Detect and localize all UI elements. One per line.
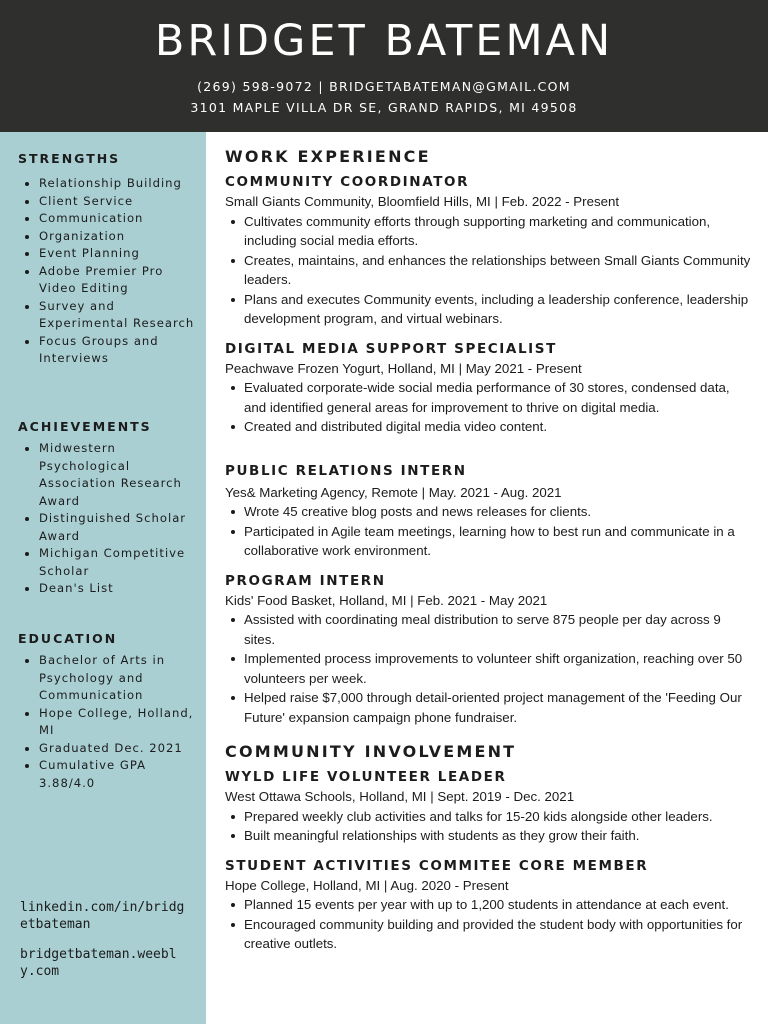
list-item: Organization: [21, 228, 203, 246]
job-entry: [225, 339, 755, 437]
role-bullets: [225, 895, 755, 954]
list-item: Communication: [21, 210, 203, 228]
job-meta: Peachwave Frozen Yogurt, Holland, MI | May 2021 - Present: [225, 360, 582, 376]
main-content: [225, 146, 755, 954]
role-title: WYLD LIFE VOLUNTEER LEADER: [225, 769, 507, 785]
community-involvement-heading: COMMUNITY INVOLVEMENT: [225, 742, 517, 761]
education-list: [21, 652, 203, 792]
job-title: PUBLIC RELATIONS INTERN: [225, 462, 467, 479]
list-item: Cumulative GPA 3.88/4.0: [21, 757, 203, 792]
list-item: Adobe Premier Pro Video Editing: [21, 263, 203, 298]
job-meta: Kids' Food Basket, Holland, MI | Feb. 2021 - May 2021: [225, 592, 548, 608]
header-banner: [0, 0, 768, 132]
job-meta: Yes& Marketing Agency, Remote | May. 2021 - Aug. 2021: [225, 484, 562, 500]
list-item: Midwestern Psychological Association Research Award: [21, 440, 203, 510]
list-item: Client Service: [21, 193, 203, 211]
candidate-name: BRIDGET BATEMAN: [154, 16, 614, 66]
list-item: Built meaningful relationships with students as they grow their faith.: [225, 826, 755, 846]
list-item: Participated in Agile team meetings, learning how to best run and communicate in a collaborative work environment.: [225, 522, 755, 561]
role-title: STUDENT ACTIVITIES COMMITEE CORE MEMBER: [225, 857, 649, 874]
job-meta: Small Giants Community, Bloomfield Hills, MI | Feb. 2022 - Present: [225, 194, 620, 209]
list-item: Plans and executes Community events, including a leadership conference, leadership development program, and virtual webinars.: [225, 290, 755, 329]
role-bullets: [225, 807, 755, 846]
job-bullets: [225, 378, 755, 437]
role-entry: [225, 767, 755, 846]
achievements-heading: ACHIEVEMENTS: [18, 419, 152, 434]
website-link[interactable]: bridgetbateman.weebly.com: [20, 947, 177, 979]
contact-phone-email: (269) 598-9072 | BRIDGETABATEMAN@GMAIL.COM: [197, 79, 571, 94]
list-item: Dean's List: [21, 580, 203, 598]
role-meta: Hope College, Holland, MI | Aug. 2020 - Present: [225, 877, 509, 893]
list-item: Event Planning: [21, 245, 203, 263]
job-title: PROGRAM INTERN: [225, 572, 386, 589]
list-item: Michigan Competitive Scholar: [21, 545, 203, 580]
achievements-list: [21, 440, 203, 598]
job-bullets: [225, 502, 755, 561]
job-entry: [225, 461, 755, 561]
work-experience-heading: WORK EXPERIENCE: [225, 147, 431, 166]
list-item: Evaluated corporate-wide social media performance of 30 stores, condensed data, and identified general areas for improvement to thrive on digital media.: [225, 378, 755, 417]
job-bullets: [225, 610, 755, 727]
list-item: Assisted with coordinating meal distribution to serve 875 people per day across 9 sites.: [225, 610, 755, 649]
list-item: Hope College, Holland, MI: [21, 705, 203, 740]
role-entry: [225, 856, 755, 954]
list-item: Graduated Dec. 2021: [21, 740, 203, 758]
list-item: Planned 15 events per year with up to 1,200 students in attendance at each event.: [225, 895, 755, 915]
contact-info: [0, 76, 768, 118]
list-item: Distinguished Scholar Award: [21, 510, 203, 545]
job-title: DIGITAL MEDIA SUPPORT SPECIALIST: [225, 340, 557, 357]
linkedin-link[interactable]: linkedin.com/in/bridgetbateman: [20, 900, 185, 932]
list-item: Implemented process improvements to volunteer shift organization, reaching over 50 volunteers per week.: [225, 649, 755, 688]
strengths-list: [21, 175, 203, 368]
list-item: Cultivates community efforts through supporting marketing and communication, including social media efforts.: [225, 212, 755, 251]
job-entry: [225, 172, 755, 329]
role-meta: West Ottawa Schools, Holland, MI | Sept. 2019 - Dec. 2021: [225, 789, 575, 804]
list-item: Bachelor of Arts in Psychology and Communication: [21, 652, 203, 705]
list-item: Focus Groups and Interviews: [21, 333, 203, 368]
job-bullets: [225, 212, 755, 329]
list-item: Wrote 45 creative blog posts and news releases for clients.: [225, 502, 755, 522]
strengths-heading: STRENGTHS: [18, 151, 121, 166]
list-item: Creates, maintains, and enhances the relationships between Small Giants Community leaders.: [225, 251, 755, 290]
list-item: Created and distributed digital media video content.: [225, 417, 755, 437]
list-item: Encouraged community building and provided the student body with opportunities for creative outlets.: [225, 915, 755, 954]
list-item: Helped raise $7,000 through detail-oriented project management of the 'Feeding Our Future' expansion campaign phone fundraiser.: [225, 688, 755, 727]
list-item: Relationship Building: [21, 175, 203, 193]
education-heading: EDUCATION: [18, 631, 118, 646]
job-title: COMMUNITY COORDINATOR: [225, 174, 470, 190]
list-item: Prepared weekly club activities and talks for 15-20 kids alongside other leaders.: [225, 807, 755, 827]
sidebar: [0, 132, 206, 1024]
list-item: Survey and Experimental Research: [21, 298, 203, 333]
job-entry: [225, 571, 755, 728]
contact-address: 3101 MAPLE VILLA DR SE, GRAND RAPIDS, MI 49508: [190, 100, 578, 115]
